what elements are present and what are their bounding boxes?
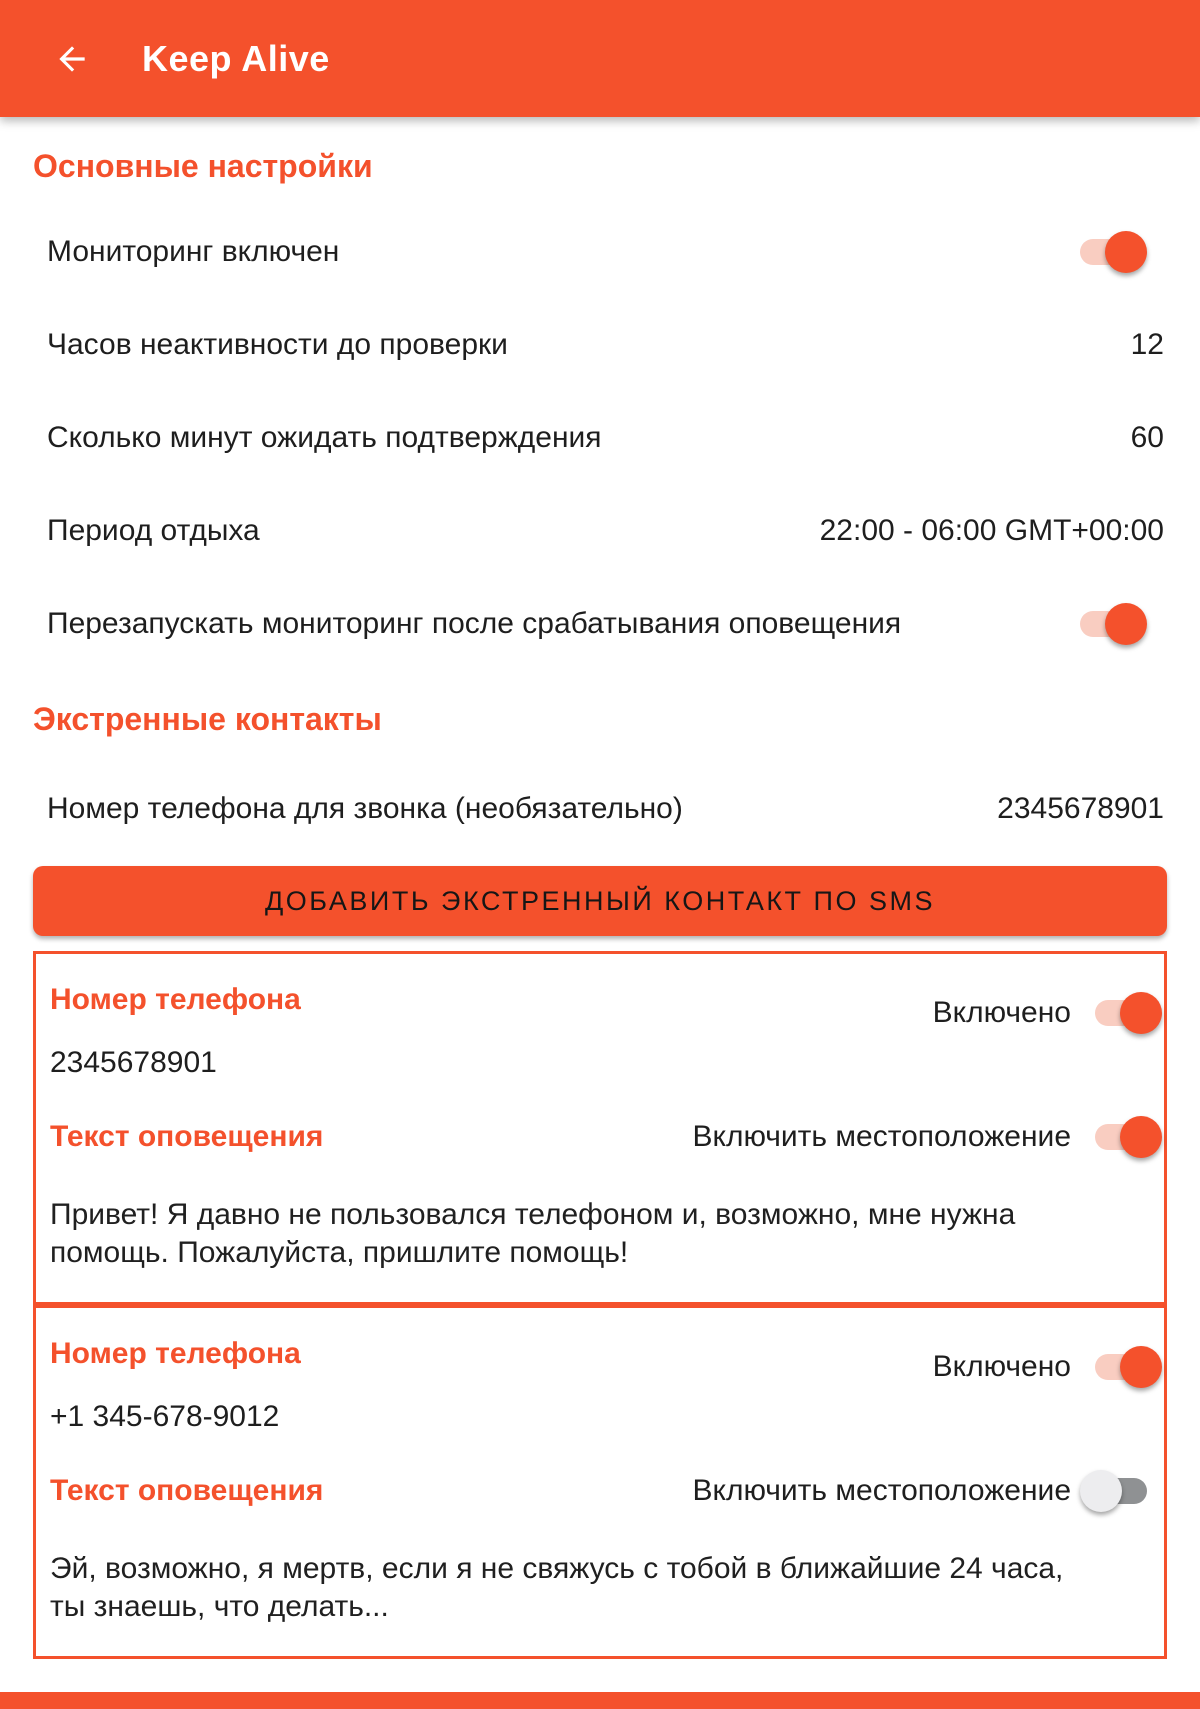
contact-phone-value[interactable]: 2345678901 xyxy=(50,1046,217,1079)
alert-message-text[interactable]: Привет! Я давно не пользовался телефоном и, возможно, мне нужна помощь. Пожалуйста, пришлите помощь! xyxy=(50,1198,1016,1269)
restart-monitoring-toggle[interactable] xyxy=(1080,611,1132,637)
phone-number-heading: Номер телефона xyxy=(50,983,301,1016)
contacts-rows xyxy=(33,762,1167,855)
alert-message-text[interactable]: Эй, возможно, я мертв, если я не свяжусь с тобой в ближайшие 24 часа, ты знаешь, что делать... xyxy=(50,1552,1064,1623)
app-bar xyxy=(0,0,1200,117)
enabled-toggle-group xyxy=(933,996,1147,1030)
setting-value: 22:00 - 06:00 GMT+00:00 xyxy=(819,513,1164,547)
toggle-knob xyxy=(1120,992,1162,1034)
location-label: Включить местоположение xyxy=(692,1474,1071,1507)
row-rest-period[interactable] xyxy=(33,484,1167,577)
enabled-label: Включено xyxy=(932,1350,1071,1383)
card-mid-row xyxy=(50,1474,1147,1508)
toggle-knob xyxy=(1120,1116,1162,1158)
enabled-toggle-group xyxy=(933,1350,1147,1384)
settings-content xyxy=(0,148,1200,1659)
alert-text-heading: Текст оповещения xyxy=(50,1120,324,1153)
add-sms-contact-button[interactable]: ДОБАВИТЬ ЭКСТРЕННЫЙ КОНТАКТ ПО SMS xyxy=(33,866,1167,936)
back-button[interactable] xyxy=(50,37,94,81)
setting-label: Мониторинг включен xyxy=(47,234,340,268)
toggle-knob xyxy=(1105,603,1147,645)
page-title: Keep Alive xyxy=(142,37,330,79)
location-label: Включить местоположение xyxy=(692,1120,1071,1153)
row-monitoring[interactable] xyxy=(33,205,1167,298)
toggle-knob xyxy=(1120,1346,1162,1388)
section-title-contacts: Экстренные контакты xyxy=(33,701,382,737)
setting-label: Часов неактивности до проверки xyxy=(47,327,508,361)
setting-value: 60 xyxy=(1130,420,1164,454)
phone-number-heading: Номер телефона xyxy=(50,1337,301,1370)
row-confirm-minutes[interactable] xyxy=(33,391,1167,484)
row-call-phone[interactable] xyxy=(33,762,1167,855)
setting-value: 12 xyxy=(1130,327,1164,361)
card-head-row xyxy=(50,966,1147,1030)
contact-card-1 xyxy=(33,951,1167,1305)
card-head-row xyxy=(50,1320,1147,1384)
contact-phone-value[interactable]: +1 345-678-9012 xyxy=(50,1400,280,1433)
enabled-label: Включено xyxy=(932,996,1071,1029)
setting-value: 2345678901 xyxy=(997,791,1164,825)
row-inactivity-hours[interactable] xyxy=(33,298,1167,391)
location-toggle[interactable] xyxy=(1095,1478,1147,1504)
location-toggle[interactable] xyxy=(1095,1124,1147,1150)
setting-label: Период отдыха xyxy=(47,513,260,547)
row-restart-monitoring[interactable] xyxy=(33,577,1167,670)
setting-label: Сколько минут ожидать подтверждения xyxy=(47,420,602,454)
location-toggle-group xyxy=(692,1120,1147,1154)
contact-enabled-toggle[interactable] xyxy=(1095,1000,1147,1026)
contact-card-2 xyxy=(33,1305,1167,1659)
section-title-main: Основные настройки xyxy=(33,148,373,184)
location-toggle-group xyxy=(692,1474,1147,1508)
card-mid-row xyxy=(50,1120,1147,1154)
setting-label: Перезапускать мониторинг после срабатывания оповещения xyxy=(47,606,902,640)
contact-enabled-toggle[interactable] xyxy=(1095,1354,1147,1380)
setting-label: Номер телефона для звонка (необязательно) xyxy=(47,791,683,825)
alert-text-heading: Текст оповещения xyxy=(50,1474,324,1507)
arrow-left-icon xyxy=(53,40,91,78)
monitoring-toggle[interactable] xyxy=(1080,239,1132,265)
toggle-knob xyxy=(1105,231,1147,273)
main-settings-rows xyxy=(33,205,1167,670)
toggle-knob xyxy=(1080,1470,1122,1512)
bottom-accent-bar xyxy=(0,1692,1200,1709)
